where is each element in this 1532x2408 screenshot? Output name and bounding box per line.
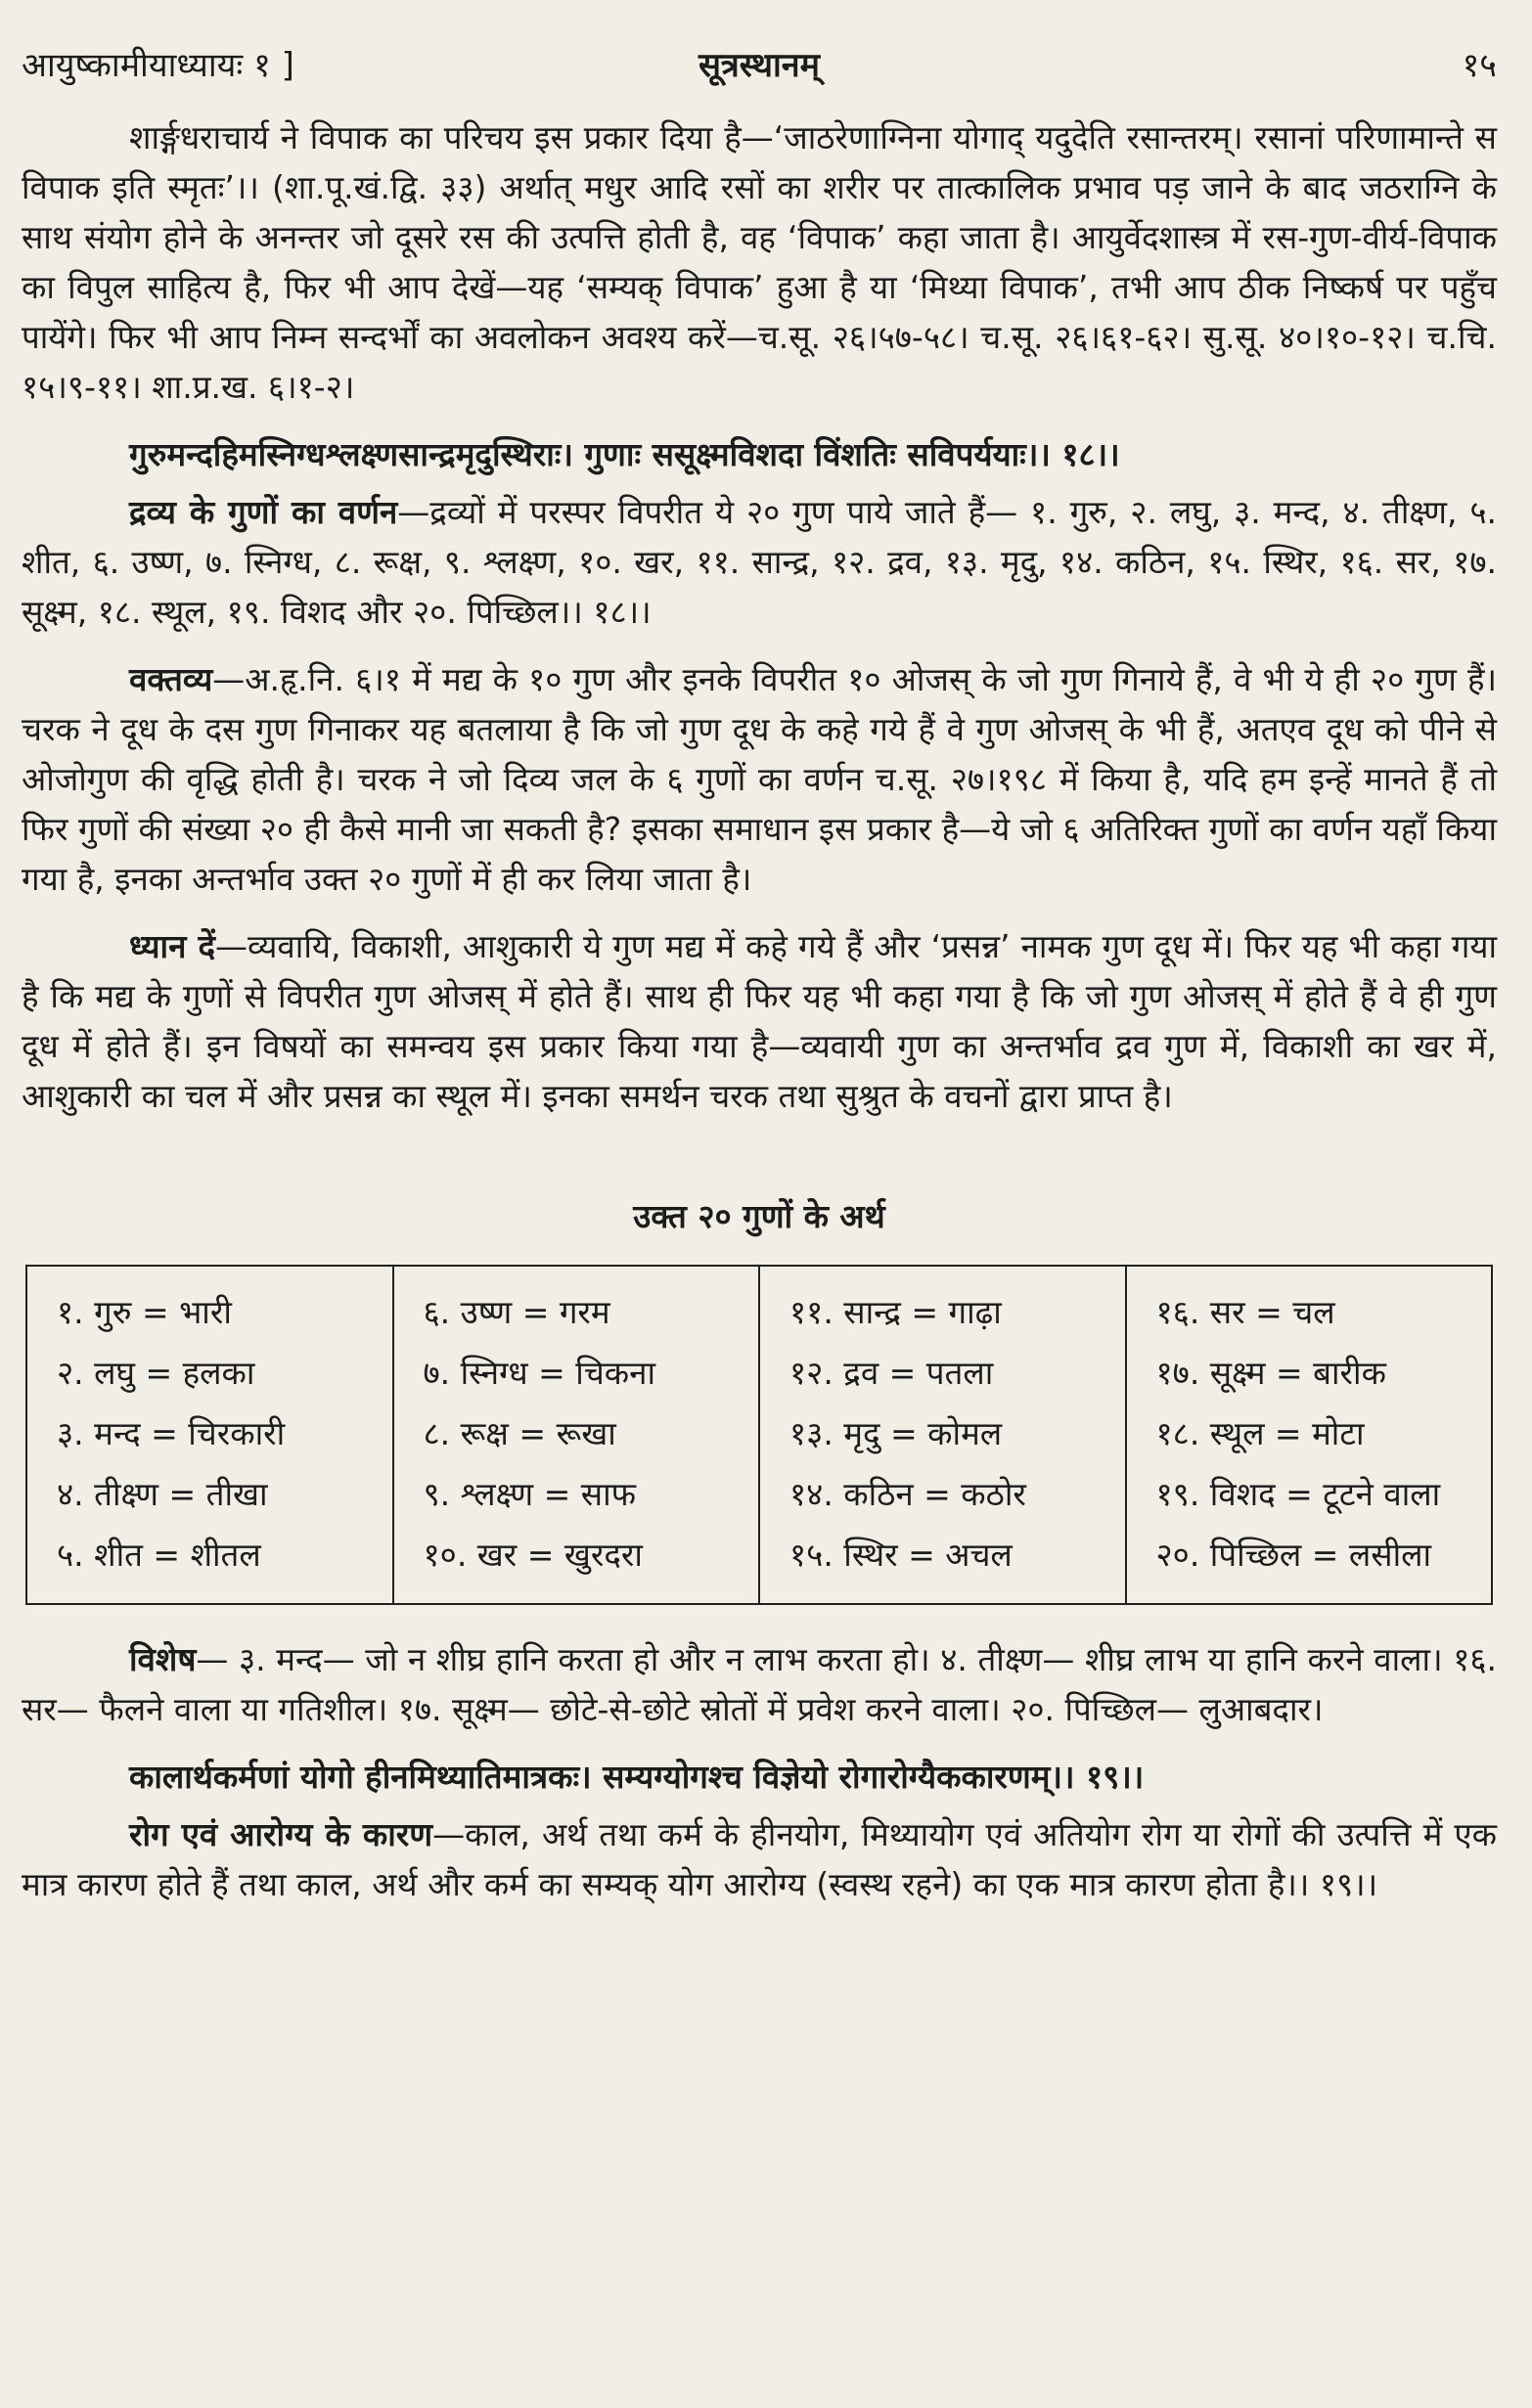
intro-paragraph: शार्ङ्गधराचार्य ने विपाक का परिचय इस प्रकार दिया है—‘जाठरेणाग्निना योगाद् यदुदेति रसान्तरम्। रसानां परिणामान्ते स विपाक इति स्मृतः’।। (शा.पू.खं.द्वि. ३३) अर्थात् मधुर आदि रसों का शरीर पर तात्कालिक प्रभाव पड़ जाने के बाद जठराग्नि के साथ संयोग होने के अनन्तर जो दूसरे रस की उत्पत्ति होती है, वह ‘विपाक’ कहा जाता है। आयुर्वेदशास्त्र में रस-गुण-वीर्य-विपाक का विपुल साहित्य है, फिर भी आप देखें—यह ‘सम्यक् विपाक’ हुआ है या ‘मिथ्या विपाक’, तभी आप ठीक निष्कर्ष पर पहुँच पायेंगे। फिर भी आप निम्न सन्दर्भों का अवलोकन अवश्य करें—च.सू. २६।५७-५८। च.सू. २६।६१-६२। सु.सू. ४०।१०-१२। च.चि. १५।९-११। शा.प्र.ख. ६।१-२।	[22, 118, 1497, 406]
vishesh-heading: विशेष	[129, 1640, 197, 1678]
roga-heading: रोग एवं आरोग्य के कारण	[129, 1815, 433, 1853]
guna-item: ४. तीक्ष्ण = तीखा	[57, 1475, 268, 1513]
guna-item: २०. पिच्छिल = लसीला	[1155, 1536, 1432, 1574]
vaktavya-text: —अ.हृ.नि. ६।१ में मद्य के १० गुण और इनके विपरीत १० ओजस् के जो गुण गिनाये हैं, वे भी ये ही २० गुण हैं। चरक ने दूध के दस गुण गिनाकर यह बतलाया है कि जो गुण दूध के कहे गये हैं वे गुण ओजस् के भी हैं, अतएव दूध को पीने से ओजोगुण की वृद्धि होती है। चरक ने जो दिव्य जल के ६ गुणों का वर्णन च.सू. २७।१९८ में किया है, यदि हम इन्हें मानते हैं तो फिर गुणों की संख्या २० ही कैसे मानी जा सकती है? इसका समाधान इस प्रकार है—ये जो ६ अतिरिक्त गुणों का वर्णन यहाँ किया गया है, इनका अन्तर्भाव उक्त २० गुणों में ही कर लिया जाता है।	[22, 660, 1497, 898]
verse-19: कालार्थकर्मणां योगो हीनमिथ्यातिमात्रकः। सम्यग्योगश्च विज्ञेयो रोगारोग्यैककारणम्।। १९।।	[129, 1758, 1145, 1796]
dhyan-paragraph	[22, 921, 1497, 1121]
guna-item: १. गुरु = भारी	[57, 1293, 232, 1331]
guna-item: ३. मन्द = चिरकारी	[57, 1414, 286, 1452]
table-column	[26, 1266, 393, 1604]
guna-item: १०. खर = खुरदरा	[423, 1536, 643, 1574]
guna-item: ५. शीत = शीतल	[57, 1536, 261, 1574]
chapter-title: आयुष्कामीयाध्यायः १ ]	[22, 46, 294, 85]
guna-item: १२. द्रव = पतला	[789, 1354, 994, 1392]
roga-paragraph	[22, 1809, 1497, 1909]
dravya-text: —द्रव्यों में परस्पर विपरीत ये २० गुण पाये जाते हैं— १. गुरु, २. लघु, ३. मन्द, ४. तीक्ष्ण, ५. शीत, ६. उष्ण, ७. स्निग्ध, ८. रूक्ष, ९. श्लक्ष्ण, १०. खर, ११. सान्द्र, १२. द्रव, १३. मृदु, १४. कठिन, १५. स्थिर, १६. सर, १७. सूक्ष्म, १८. स्थूल, १९. विशद और २०. पिच्छिल।। १८।।	[22, 493, 1497, 631]
guna-item: १७. सूक्ष्म = बारीक	[1155, 1354, 1386, 1392]
table-column	[1126, 1266, 1493, 1604]
guna-item: १८. स्थूल = मोटा	[1155, 1414, 1365, 1452]
guna-item: १३. मृदु = कोमल	[789, 1414, 1003, 1452]
dravya-heading: द्रव्य के गुणों का वर्णन	[129, 493, 398, 531]
dhyan-heading: ध्यान दें	[129, 927, 215, 965]
section-title: सूत्रस्थानम्	[698, 46, 821, 85]
guna-item: ६. उष्ण = गरम	[423, 1293, 610, 1331]
vishesh-paragraph	[22, 1634, 1497, 1734]
dravya-paragraph	[22, 487, 1497, 637]
guna-item: १४. कठिन = कठोर	[789, 1475, 1026, 1513]
guna-item: २. लघु = हलका	[57, 1354, 255, 1392]
verse-18: गुरुमन्दहिमस्निग्धश्लक्ष्णसान्द्रमृदुस्थिराः। गुणाः ससूक्ष्मविशदा विंशतिः सविपर्ययाः।। १८।।	[129, 435, 1120, 473]
dhyan-text: —व्यवायि, विकाशी, आशुकारी ये गुण मद्य में कहे गये हैं और ‘प्रसन्न’ नामक गुण दूध में। फिर यह भी कहा गया है कि मद्य के गुणों से विपरीत गुण ओजस् में होते हैं। साथ ही फिर यह भी कहा गया है कि जो गुण ओजस् में होते हैं वे ही गुण दूध में होते हैं। इन विषयों का समन्वय इस प्रकार किया गया है—व्यवायी गुण का अन्तर्भाव द्रव गुण में, विकाशी का खर में, आशुकारी का चल में और प्रसन्न का स्थूल में। इनका समर्थन चरक तथा सुश्रुत के वचनों द्वारा प्राप्त है।	[22, 927, 1498, 1115]
guna-item: १५. स्थिर = अचल	[789, 1536, 1013, 1574]
page-body	[22, 112, 1497, 1927]
guna-item: ८. रूक्ष = रूखा	[423, 1414, 616, 1452]
guna-item: १९. विशद = टूटने वाला	[1155, 1475, 1441, 1513]
table-title: उक्त २० गुणों के अर्थ	[633, 1197, 885, 1235]
guna-item: ११. सान्द्र = गाढ़ा	[789, 1293, 1002, 1331]
page-header	[22, 41, 1497, 100]
page-number: १५	[1462, 46, 1497, 85]
guna-item: १६. सर = चल	[1155, 1293, 1335, 1331]
table-column	[393, 1266, 760, 1604]
table-column	[759, 1266, 1126, 1604]
guna-table	[25, 1265, 1493, 1605]
vishesh-text: — ३. मन्द— जो न शीघ्र हानि करता हो और न लाभ करता हो। ४. तीक्ष्ण— शीघ्र लाभ या हानि करने वाला। १६. सर— फैलने वाला या गतिशील। १७. सूक्ष्म— छोटे-से-छोटे स्रोतों में प्रवेश करने वाला। २०. पिच्छिल— लुआबदार।	[22, 1640, 1497, 1728]
roga-text: —काल, अर्थ तथा कर्म के हीनयोग, मिथ्यायोग एवं अतियोग रोग या रोगों की उत्पत्ति में एक मात्र कारण होते हैं तथा काल, अर्थ और कर्म का सम्यक् योग आरोग्य (स्वस्थ रहने) का एक मात्र कारण होता है।। १९।।	[22, 1815, 1498, 1903]
vaktavya-paragraph	[22, 654, 1497, 904]
guna-item: ९. श्लक्ष्ण = साफ	[423, 1475, 637, 1513]
guna-item: ७. स्निग्ध = चिकना	[423, 1354, 656, 1392]
vaktavya-heading: वक्तव्य	[129, 660, 213, 698]
table-row	[26, 1266, 1492, 1604]
